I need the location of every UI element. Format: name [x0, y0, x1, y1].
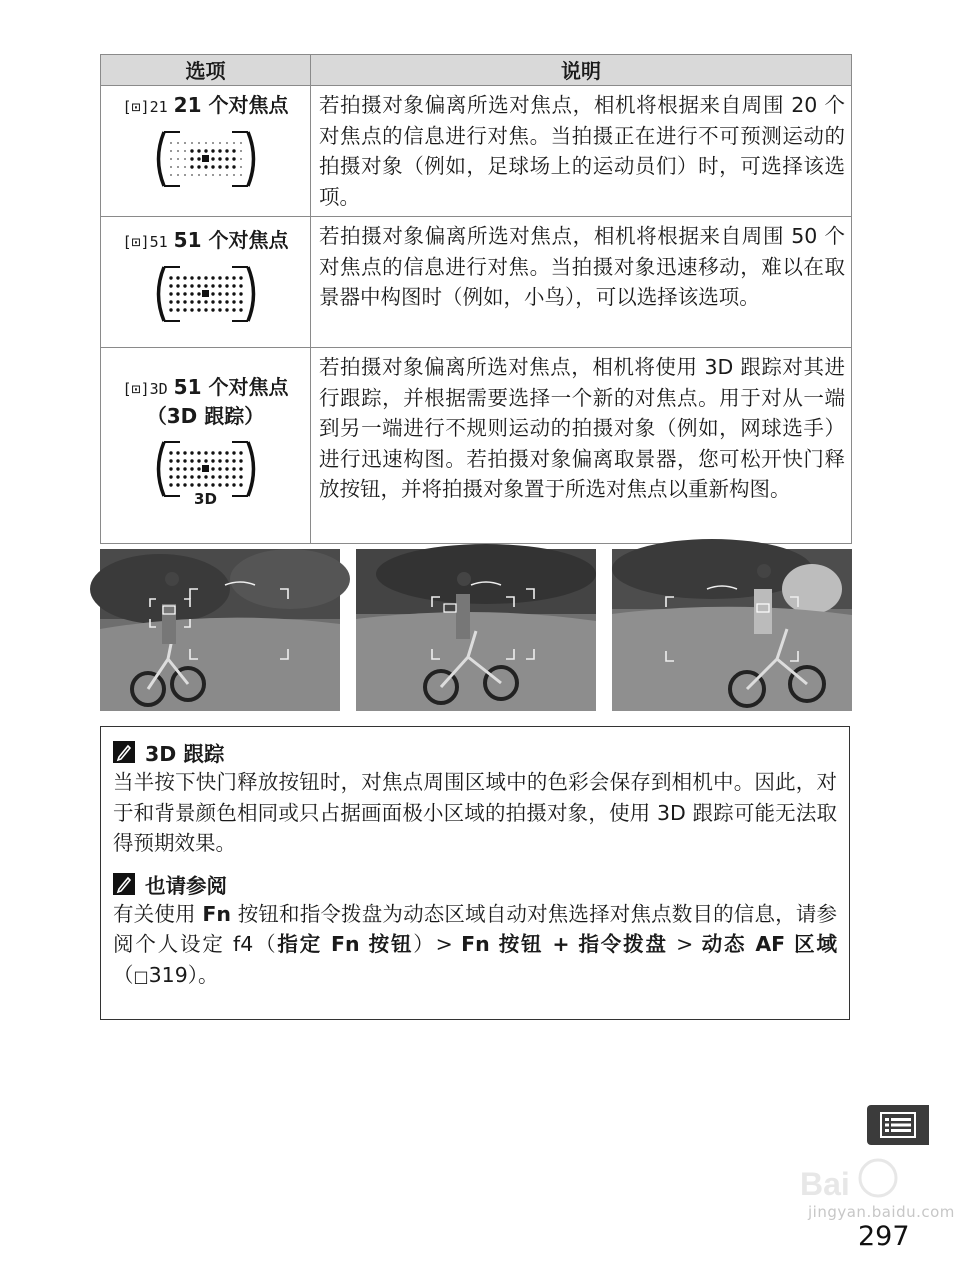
description-cell: 若拍摄对象偏离所选对焦点，相机将使用 3D 跟踪对其进行跟踪，并根据需要选择一个新的对焦点。用于对从一端到另一端进行不规则运动的拍摄对象（例如，网球选手）进行迅速构图。若拍摄对象偏离取景器，您可松开快门释放按钮，并将拍摄对象置于所选对焦点以重新构图。 [311, 348, 852, 544]
table-row [101, 217, 852, 348]
note-heading [113, 869, 837, 899]
page-number: 297 [858, 1221, 910, 1252]
table-header-row [101, 55, 852, 86]
af-point-grid-51-icon [150, 263, 262, 325]
option-label: 51 个对焦点 [173, 228, 289, 252]
svg-text:Bai: Bai [800, 1166, 850, 1202]
description-cell: 若拍摄对象偏离所选对焦点，相机将根据来自周围 20 个对焦点的信息进行对焦。当拍摄正在进行不可预测运动的拍摄对象（例如，足球场上的运动员们）时，可选择该选项。 [311, 86, 852, 217]
option-label: 21 个对焦点 [173, 93, 289, 117]
page-reference-link[interactable]: 319）。 [148, 962, 219, 987]
note-body: 当半按下快门释放按钮时，对焦点周围区域中的色彩会保存到相机中。因此，对于和背景颜色相同或只占据画面极小区域的拍摄对象，使用 3D 跟踪可能无法取得预期效果。 [113, 770, 837, 855]
note-title: 3D 跟踪 [145, 742, 225, 766]
photo-cyclist-1 [100, 549, 340, 711]
photo-cyclist-3 [612, 549, 852, 711]
pencil-note-icon [113, 873, 135, 895]
note-title: 也请参阅 [145, 873, 227, 898]
grid-caption: 3D [191, 490, 221, 508]
option-cell [101, 217, 311, 348]
af-area-options-table [100, 54, 852, 544]
af-21-point-icon: [⊡]21 [122, 98, 168, 116]
note-body: 有关使用 Fn 按钮和指令拨盘为动态区域自动对焦选择对焦点数目的信息，请参阅个人设定 f4（指定 Fn 按钮）> Fn 按钮 + 指令拨盘 > 动态 AF 区域（□319）。 [113, 901, 837, 987]
example-photos [100, 549, 852, 711]
photo-cyclist-2 [356, 549, 596, 711]
header-option: 选项 [101, 55, 311, 86]
menu-guide-tab[interactable] [867, 1105, 929, 1145]
notes-box [100, 726, 850, 1020]
af-point-grid-3d-icon [150, 438, 262, 508]
af-point-grid-21-icon [150, 128, 262, 190]
option-cell [101, 348, 311, 544]
af-3d-tracking-icon: [⊡]3D [122, 380, 168, 398]
table-row [101, 86, 852, 217]
option-cell [101, 86, 311, 217]
note-heading [113, 737, 837, 767]
watermark-url: jingyan.baidu.com [808, 1203, 955, 1221]
af-51-point-icon: [⊡]51 [122, 233, 168, 251]
option-label-line2: （3D 跟踪） [146, 404, 265, 428]
page-reference-icon: □ [133, 966, 149, 986]
description-cell: 若拍摄对象偏离所选对焦点，相机将根据来自周围 50 个对焦点的信息进行对焦。当拍摄对象迅速移动，难以在取景器中构图时（例如，小鸟），可以选择该选项。 [311, 217, 852, 348]
header-description: 说明 [311, 55, 852, 86]
table-row [101, 348, 852, 544]
pencil-note-icon [113, 741, 135, 763]
menu-list-icon [880, 1112, 916, 1138]
option-label: 51 个对焦点 [173, 375, 289, 399]
